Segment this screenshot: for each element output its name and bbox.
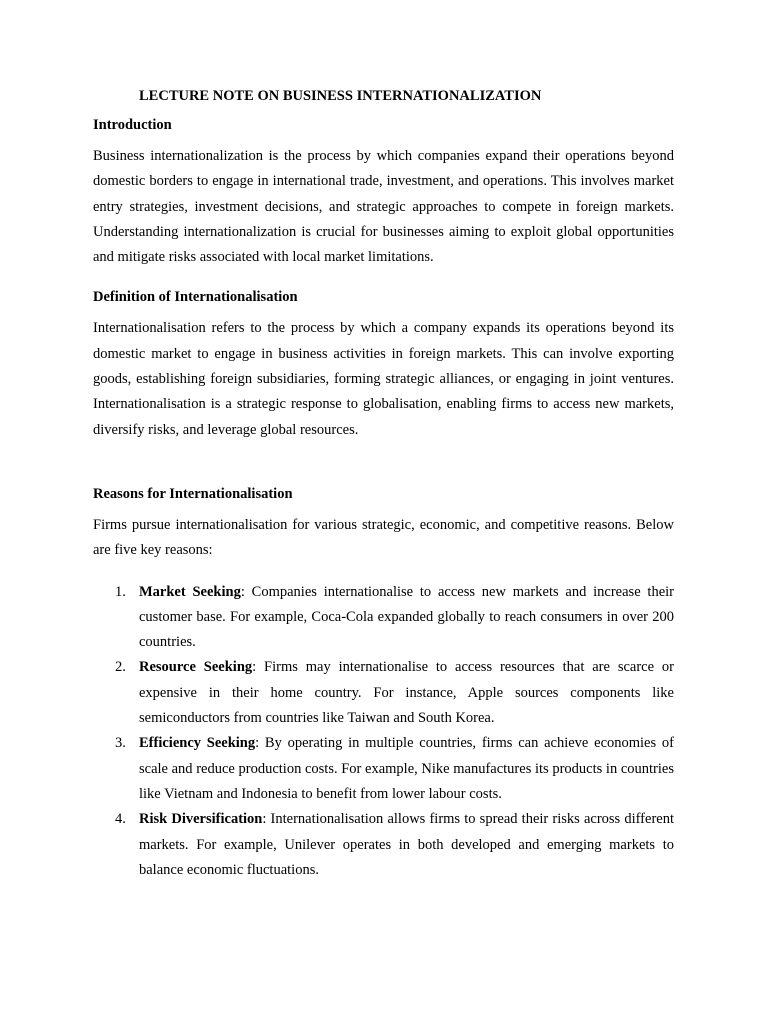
list-item-number: 2. xyxy=(115,659,126,676)
list-item-text: : Firms may internationalise to access resources that are scarce or expensive in their home country. For instance, Apple sources components like semiconductors from countries like Taiwan and South Korea. xyxy=(139,659,674,727)
document-page xyxy=(93,85,674,883)
list-item-term: Resource Seeking xyxy=(139,659,253,676)
introduction-section xyxy=(93,114,674,270)
introduction-heading: Introduction xyxy=(93,117,172,133)
list-item-text: : Internationalisation allows firms to spread their risks across different markets. For example, Unilever operates in both developed and emerging markets to balance economic fluctuations. xyxy=(139,811,674,878)
definition-paragraph: Internationalisation refers to the process by which a company expands its operations beyond its domestic market to engage in business activities in foreign markets. This can involve exporting goods, establishing foreign subsidiaries, forming strategic alliances, or engaging in joint ventures. Internationalisation is a strategic response to globalisation, enabling firms to access new markets, diversify risks, and leverage global resources. xyxy=(93,320,674,438)
list-item xyxy=(93,580,674,656)
reasons-heading: Reasons for Internationalisation xyxy=(93,485,293,502)
list-item xyxy=(93,807,674,883)
list-item-text: : Companies internationalise to access new markets and increase their customer base. For example, Coca-Cola expanded globally to reach consumers in over 200 countries. xyxy=(139,583,674,651)
list-item-number: 3. xyxy=(115,735,126,752)
list-item-number: 1. xyxy=(115,583,126,600)
list-item-term: Risk Diversification xyxy=(139,811,263,828)
list-item xyxy=(93,655,674,731)
list-item-term: Market Seeking xyxy=(139,583,241,600)
definition-section xyxy=(93,286,674,442)
reasons-intro-paragraph: Firms pursue internationalisation for various strategic, economic, and competitive reasons. Below are five key reasons: xyxy=(93,516,674,559)
list-item-number: 4. xyxy=(115,811,126,828)
list-item-term: Efficiency Seeking xyxy=(139,735,256,752)
section-spacer xyxy=(93,459,674,483)
reasons-list xyxy=(93,580,674,884)
document-title: LECTURE NOTE ON BUSINESS INTERNATIONALIZATION xyxy=(139,88,542,104)
list-item-text: : By operating in multiple countries, firms can achieve economies of scale and reduce production costs. For example, Nike manufactures its products in countries like Vietnam and Indonesia to benefit from lower labour costs. xyxy=(139,735,674,802)
definition-heading: Definition of Internationalisation xyxy=(93,289,298,306)
list-item xyxy=(93,731,674,807)
introduction-paragraph: Business internationalization is the process by which companies expand their operations beyond domestic borders to engage in international trade, investment, and operations. This involves market entry strategies, investment decisions, and strategic approaches to compete in foreign markets. Understanding internationalization is crucial for businesses aiming to exploit global opportunities and mitigate risks associated with local market limitations. xyxy=(93,148,674,266)
reasons-section xyxy=(93,483,674,883)
